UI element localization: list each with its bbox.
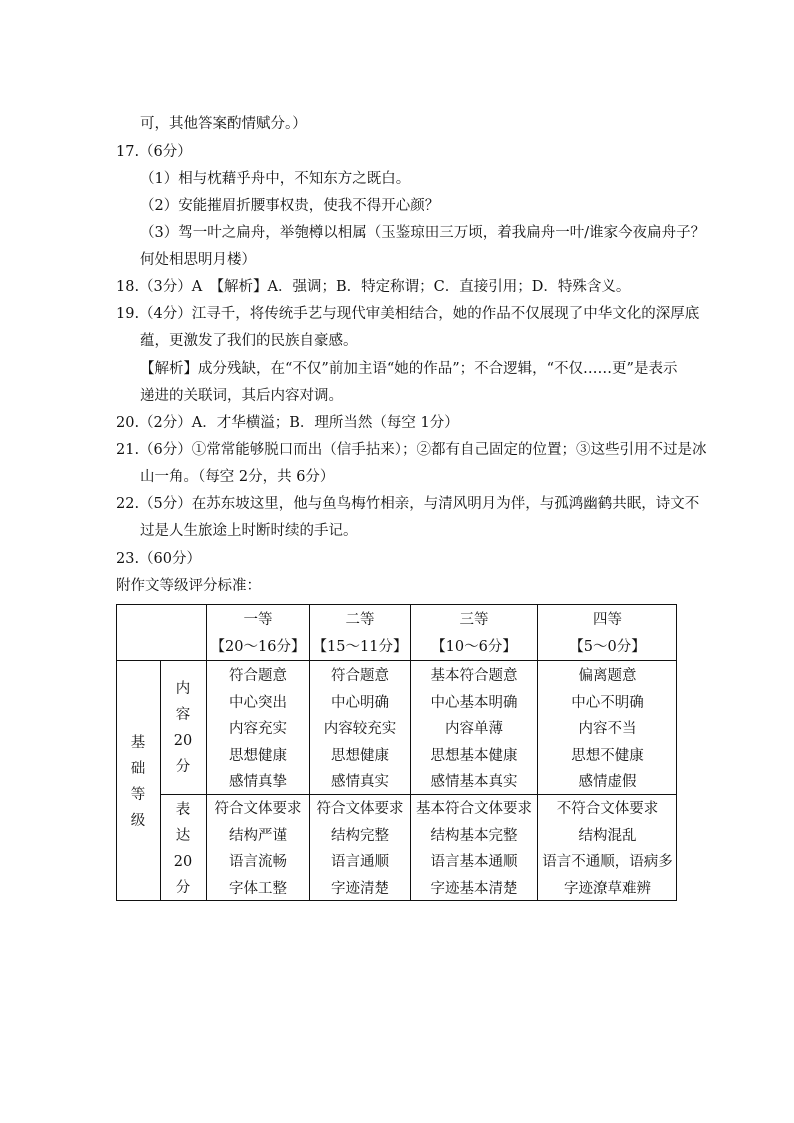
rubric-caption: 附作文等级评分标准：: [116, 578, 261, 594]
answer-line: （2）安能摧眉折腰事权贵，使我不得开心颜？: [140, 198, 440, 214]
content-criteria-grade-1: 符合题意 中心突出 内容充实 思想健康 感情真挚: [229, 668, 287, 790]
expression-criteria-grade-3: 基本符合文体要求 结构基本完整 语言基本通顺 字迹基本清楚: [416, 801, 532, 897]
expression-criteria-grade-4: 不符合文体要求 结构混乱 语言不通顺，语病多 字迹潦草难辨: [542, 801, 673, 897]
answer-line: （1）相与枕藉乎舟中，不知东方之既白。: [140, 171, 411, 187]
expression-criteria-grade-2: 符合文体要求 结构完整 语言通顺 字迹清楚: [316, 801, 404, 897]
answer-line: 蕴，更激发了我们的民族自豪感。: [140, 333, 358, 349]
basic-level-label: 基 础 等 级: [130, 735, 146, 829]
question-19-answer: 19.（4分）江寻千，将传统手艺与现代审美相结合，她的作品不仅展现了中华文化的深厚底: [116, 306, 700, 322]
answer-line: 过是人生旅途上时断时续的手记。: [140, 523, 358, 539]
content-criteria-grade-4: 偏离题意 中心不明确 内容不当 思想不健康 感情虚假: [571, 668, 644, 790]
question-21-answer: 21.（6分）①常常能够脱口而出（信手拈来）；②都有自己固定的位置；③这些引用不过是冰: [116, 442, 707, 458]
expression-criteria-grade-1: 符合文体要求 结构严谨 语言流畅 字体工整: [214, 801, 302, 897]
content-criteria-grade-3: 基本符合题意 中心基本明确 内容单薄 思想基本健康 感情基本真实: [430, 668, 518, 790]
question-23-header: 23.（60分）: [116, 551, 202, 567]
answer-line: 递进的关联词，其后内容对调。: [140, 388, 343, 404]
grade-header-3: 三等 【10～6分】: [431, 612, 517, 655]
answer-line: 可，其他答案酌情赋分。）: [140, 116, 307, 132]
content-criteria-grade-2: 符合题意 中心明确 内容较充实 思想健康 感情真实: [323, 668, 397, 790]
question-17-header: 17.（6分）: [116, 144, 192, 160]
grade-header-1: 一等 【20～16分】: [210, 612, 306, 655]
question-20-answer: 20.（2分）A．才华横溢；B．理所当然（每空 1分）: [116, 415, 459, 431]
grading-rubric-table: [116, 604, 677, 901]
grade-header-4: 四等 【5～0分】: [569, 612, 646, 655]
answer-line: 山一角。（每空 2分，共 6分）: [140, 469, 335, 485]
question-22-answer: 22.（5分）在苏东坡这里，他与鱼鸟梅竹相亲，与清风明月为伴，与孤鸿幽鹤共眠，诗文不: [116, 496, 700, 512]
grade-header-2: 二等 【15～11分】: [312, 612, 408, 655]
expression-section-label: 表 达 20 分: [173, 802, 193, 896]
answer-line: 【解析】成分残缺，在“不仅”前加主语“她的作品”；不合逻辑，“不仅……更”是表示: [140, 361, 678, 377]
question-18-answer: 18.（3分）A 【解析】A．强调；B．特定称谓；C．直接引用；D．特殊含义。: [116, 279, 631, 295]
answer-line: 何处相思明月楼）: [140, 252, 256, 268]
content-section-label: 内 容 20 分: [173, 681, 193, 775]
answer-line: （3）驾一叶之扁舟，举匏樽以相属（玉鉴琼田三万顷，着我扁舟一叶/谁家今夜扁舟子？: [140, 225, 706, 241]
